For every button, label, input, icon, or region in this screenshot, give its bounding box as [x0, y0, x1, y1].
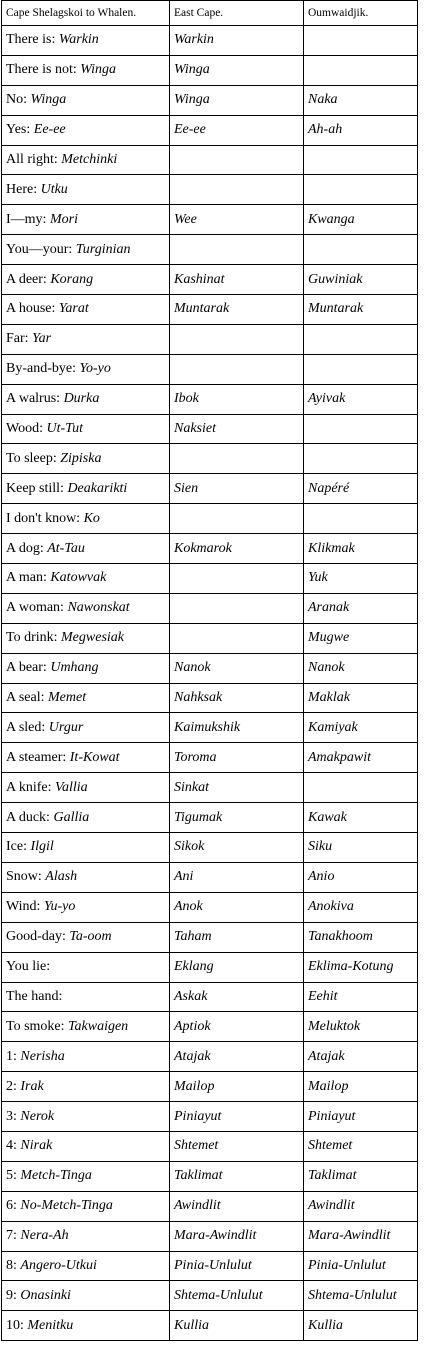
oumwaidjik-word: Muntarak [304, 295, 418, 325]
oumwaidjik-word: Piniayut [304, 1102, 418, 1132]
cape-shelagskoi-cell [2, 85, 170, 115]
east-cape-word: Piniayut [170, 1102, 304, 1132]
oumwaidjik-word: Ayivak [304, 384, 418, 414]
cape-shelagskoi-word: Mori [49, 211, 78, 227]
cape-shelagskoi-word: No-Metch-Tinga [20, 1198, 113, 1214]
english-term: 3: [6, 1108, 17, 1124]
cape-shelagskoi-cell [2, 833, 170, 863]
cape-shelagskoi-word: Korang [50, 271, 94, 287]
oumwaidjik-word: Naka [304, 85, 418, 115]
table-row [2, 474, 418, 504]
english-term: Wood: [6, 421, 43, 437]
cape-shelagskoi-cell [2, 1131, 170, 1161]
english-term: You lie: [6, 959, 51, 975]
table-row [2, 743, 418, 773]
cape-shelagskoi-cell [2, 1042, 170, 1072]
table-row [2, 1251, 418, 1281]
english-term: 4: [6, 1138, 17, 1154]
cape-shelagskoi-word: Yu-yo [43, 899, 76, 915]
oumwaidjik-word [304, 354, 418, 384]
english-term: A dog: [6, 540, 44, 556]
east-cape-word: Toroma [170, 743, 304, 773]
english-term: To drink: [6, 630, 58, 646]
oumwaidjik-word: Nanok [304, 653, 418, 683]
english-term: 7: [6, 1228, 17, 1244]
table-row [2, 564, 418, 594]
cape-shelagskoi-word: Nerisha [20, 1048, 65, 1064]
east-cape-word: Mailop [170, 1072, 304, 1102]
table-row [2, 1042, 418, 1072]
oumwaidjik-word: Shtema-Unlulut [304, 1281, 418, 1311]
east-cape-word: Sien [170, 474, 304, 504]
table-row [2, 26, 418, 56]
cape-shelagskoi-word: Ut-Tut [46, 421, 84, 437]
english-term: 9: [6, 1287, 17, 1303]
english-term: I don't know: [6, 510, 81, 526]
table-row [2, 683, 418, 713]
english-term: There is not: [6, 62, 77, 78]
cape-shelagskoi-cell [2, 205, 170, 235]
header-cape-shelagskoi: Cape Shelagskoi to Whalen. [2, 1, 170, 26]
east-cape-word: Anok [170, 892, 304, 922]
cape-shelagskoi-cell [2, 1281, 170, 1311]
east-cape-word: Atajak [170, 1042, 304, 1072]
english-term: Here: [6, 181, 38, 197]
oumwaidjik-word: Pinia-Unlulut [304, 1251, 418, 1281]
east-cape-word: Winga [170, 55, 304, 85]
cape-shelagskoi-word: Irak [20, 1078, 44, 1094]
east-cape-word: Ee-ee [170, 115, 304, 145]
english-term: 2: [6, 1078, 17, 1094]
cape-shelagskoi-word: Katowvak [50, 570, 107, 586]
cape-shelagskoi-word: Winga [30, 92, 67, 108]
english-term: The hand: [6, 988, 63, 1004]
cape-shelagskoi-cell [2, 1191, 170, 1221]
oumwaidjik-word [304, 444, 418, 474]
english-term: A duck: [6, 809, 50, 825]
east-cape-word: Kullia [170, 1311, 304, 1341]
cape-shelagskoi-word: Gallia [53, 809, 90, 825]
table-row [2, 295, 418, 325]
table-row [2, 444, 418, 474]
table-body [2, 26, 418, 1341]
cape-shelagskoi-cell [2, 444, 170, 474]
east-cape-word [170, 564, 304, 594]
cape-shelagskoi-cell [2, 414, 170, 444]
english-term: A house: [6, 301, 56, 317]
cape-shelagskoi-cell [2, 593, 170, 623]
table-row [2, 1072, 418, 1102]
oumwaidjik-word [304, 414, 418, 444]
oumwaidjik-word: Klikmak [304, 534, 418, 564]
cape-shelagskoi-word: Nera-Ah [20, 1228, 69, 1244]
cape-shelagskoi-cell [2, 982, 170, 1012]
cape-shelagskoi-word: Ko [83, 510, 100, 526]
oumwaidjik-word: Amakpawit [304, 743, 418, 773]
cape-shelagskoi-word: Takwaigen [68, 1018, 129, 1034]
oumwaidjik-word: Shtemet [304, 1131, 418, 1161]
english-term: You—your: [6, 241, 73, 257]
cape-shelagskoi-word: Megwesiak [61, 630, 124, 646]
table-row [2, 922, 418, 952]
east-cape-word: Ani [170, 862, 304, 892]
east-cape-word: Pinia-Unlulut [170, 1251, 304, 1281]
oumwaidjik-word: Siku [304, 833, 418, 863]
east-cape-word [170, 444, 304, 474]
cape-shelagskoi-cell [2, 773, 170, 803]
east-cape-word: Shtemet [170, 1131, 304, 1161]
cape-shelagskoi-word: Nirak [20, 1138, 53, 1154]
english-term: Wind: [6, 899, 41, 915]
east-cape-word: Kaimukshik [170, 713, 304, 743]
cape-shelagskoi-word: Menitku [27, 1317, 74, 1333]
oumwaidjik-word: Meluktok [304, 1012, 418, 1042]
table-row [2, 145, 418, 175]
english-term: To sleep: [6, 450, 57, 466]
english-term: 1: [6, 1048, 17, 1064]
oumwaidjik-word: Napéré [304, 474, 418, 504]
cape-shelagskoi-cell [2, 235, 170, 265]
cape-shelagskoi-cell [2, 115, 170, 145]
oumwaidjik-word: Anio [304, 862, 418, 892]
english-term: By-and-bye: [6, 361, 76, 377]
oumwaidjik-word: Kullia [304, 1311, 418, 1341]
table-row [2, 892, 418, 922]
cape-shelagskoi-word: Yarat [58, 301, 89, 317]
oumwaidjik-word: Kawak [304, 803, 418, 833]
east-cape-word: Warkin [170, 26, 304, 56]
cape-shelagskoi-word: Umhang [50, 660, 99, 676]
cape-shelagskoi-word: It-Kowat [69, 749, 120, 765]
oumwaidjik-word: Awindlit [304, 1191, 418, 1221]
east-cape-word: Sinkat [170, 773, 304, 803]
table-row [2, 1131, 418, 1161]
table-row [2, 384, 418, 414]
east-cape-word [170, 324, 304, 354]
header-east-cape: East Cape. [170, 1, 304, 26]
east-cape-word [170, 623, 304, 653]
english-term: 5: [6, 1168, 17, 1184]
east-cape-word [170, 354, 304, 384]
cape-shelagskoi-cell [2, 1102, 170, 1132]
cape-shelagskoi-word: Ilgil [30, 839, 54, 855]
vocabulary-table [1, 0, 418, 1341]
cape-shelagskoi-cell [2, 1311, 170, 1341]
oumwaidjik-word: Kamiyak [304, 713, 418, 743]
cape-shelagskoi-cell [2, 653, 170, 683]
oumwaidjik-word [304, 773, 418, 803]
table-row [2, 55, 418, 85]
english-term: I—my: [6, 211, 47, 227]
cape-shelagskoi-word: Yar [32, 331, 52, 347]
oumwaidjik-word: Aranak [304, 593, 418, 623]
cape-shelagskoi-word: Memet [48, 690, 87, 706]
table-row [2, 1012, 418, 1042]
cape-shelagskoi-word: Ee-ee [33, 122, 66, 138]
table-row [2, 1311, 418, 1341]
table-header [2, 1, 418, 26]
cape-shelagskoi-cell [2, 145, 170, 175]
east-cape-word: Askak [170, 982, 304, 1012]
cape-shelagskoi-cell [2, 26, 170, 56]
header-row [2, 1, 418, 26]
cape-shelagskoi-word: Nawonskat [67, 600, 130, 616]
cape-shelagskoi-word: Durka [63, 391, 100, 407]
cape-shelagskoi-cell [2, 1072, 170, 1102]
east-cape-word: Sikok [170, 833, 304, 863]
cape-shelagskoi-cell [2, 803, 170, 833]
east-cape-word: Tigumak [170, 803, 304, 833]
english-term: Snow: [6, 869, 42, 885]
east-cape-word [170, 175, 304, 205]
cape-shelagskoi-word: Ta-oom [69, 929, 112, 945]
cape-shelagskoi-cell [2, 1012, 170, 1042]
table-row [2, 803, 418, 833]
english-term: 6: [6, 1198, 17, 1214]
table-row [2, 85, 418, 115]
table-row [2, 205, 418, 235]
cape-shelagskoi-cell [2, 175, 170, 205]
cape-shelagskoi-cell [2, 862, 170, 892]
english-term: There is: [6, 32, 56, 48]
cape-shelagskoi-cell [2, 1251, 170, 1281]
table-row [2, 773, 418, 803]
oumwaidjik-word: Atajak [304, 1042, 418, 1072]
cape-shelagskoi-word: At-Tau [47, 540, 85, 556]
cape-shelagskoi-cell [2, 384, 170, 414]
oumwaidjik-word: Tanakhoom [304, 922, 418, 952]
english-term: Yes: [6, 122, 31, 138]
oumwaidjik-word: Maklak [304, 683, 418, 713]
table-row [2, 235, 418, 265]
east-cape-word: Ibok [170, 384, 304, 414]
cape-shelagskoi-word: Onasinki [20, 1287, 71, 1303]
cape-shelagskoi-word: Nerok [20, 1108, 55, 1124]
oumwaidjik-word: Kwanga [304, 205, 418, 235]
table-row [2, 1102, 418, 1132]
cape-shelagskoi-word: Angero-Utkui [20, 1257, 97, 1273]
cape-shelagskoi-cell [2, 713, 170, 743]
cape-shelagskoi-word: Metch-Tinga [20, 1168, 92, 1184]
table-row [2, 593, 418, 623]
cape-shelagskoi-cell [2, 55, 170, 85]
cape-shelagskoi-cell [2, 295, 170, 325]
oumwaidjik-word: Taklimat [304, 1161, 418, 1191]
cape-shelagskoi-cell [2, 683, 170, 713]
english-term: All right: [6, 152, 58, 167]
oumwaidjik-word: Anokiva [304, 892, 418, 922]
cape-shelagskoi-word: Deakarikti [67, 480, 128, 496]
cape-shelagskoi-cell [2, 265, 170, 295]
english-term: A man: [6, 570, 47, 586]
cape-shelagskoi-cell [2, 474, 170, 504]
english-term: No: [6, 92, 27, 108]
english-term: A deer: [6, 271, 47, 287]
east-cape-word [170, 593, 304, 623]
cape-shelagskoi-word: Utku [40, 181, 68, 197]
cape-shelagskoi-cell [2, 623, 170, 653]
east-cape-word [170, 504, 304, 534]
table-row [2, 1221, 418, 1251]
english-term: A sled: [6, 719, 46, 735]
cape-shelagskoi-cell [2, 534, 170, 564]
table-row [2, 713, 418, 743]
english-term: 10: [6, 1317, 24, 1333]
oumwaidjik-word [304, 504, 418, 534]
cape-shelagskoi-cell [2, 1221, 170, 1251]
oumwaidjik-word [304, 175, 418, 205]
oumwaidjik-word: Guwiniak [304, 265, 418, 295]
table-row [2, 265, 418, 295]
table-row [2, 982, 418, 1012]
table-row [2, 952, 418, 982]
east-cape-word: Shtema-Unlulut [170, 1281, 304, 1311]
east-cape-word: Muntarak [170, 295, 304, 325]
english-term: A woman: [6, 600, 64, 616]
cape-shelagskoi-cell [2, 564, 170, 594]
table-row [2, 653, 418, 683]
table-row [2, 414, 418, 444]
english-term: A knife: [6, 779, 52, 795]
east-cape-word: Aptiok [170, 1012, 304, 1042]
east-cape-word: Kashinat [170, 265, 304, 295]
cape-shelagskoi-cell [2, 324, 170, 354]
oumwaidjik-word: Mara-Awindlit [304, 1221, 418, 1251]
english-term: Far: [6, 331, 29, 347]
table-row [2, 354, 418, 384]
oumwaidjik-word: Yuk [304, 564, 418, 594]
cape-shelagskoi-cell [2, 952, 170, 982]
oumwaidjik-word [304, 55, 418, 85]
table-row [2, 862, 418, 892]
east-cape-word: Nahksak [170, 683, 304, 713]
oumwaidjik-word [304, 324, 418, 354]
oumwaidjik-word [304, 26, 418, 56]
cape-shelagskoi-word: Metchinki [61, 152, 118, 167]
cape-shelagskoi-word: Vallia [55, 779, 88, 795]
english-term: To smoke: [6, 1018, 65, 1034]
english-term: A steamer: [6, 749, 67, 765]
table-row [2, 833, 418, 863]
english-term: A bear: [6, 660, 47, 676]
table-row [2, 534, 418, 564]
table-row [2, 504, 418, 534]
east-cape-word: Taklimat [170, 1161, 304, 1191]
east-cape-word: Kokmarok [170, 534, 304, 564]
oumwaidjik-word: Eklima-Kotung [304, 952, 418, 982]
table-row [2, 324, 418, 354]
header-oumwaidjik: Oumwaidjik. [304, 1, 418, 26]
table-row [2, 1161, 418, 1191]
table-row [2, 623, 418, 653]
east-cape-word [170, 145, 304, 175]
oumwaidjik-word [304, 145, 418, 175]
east-cape-word: Winga [170, 85, 304, 115]
east-cape-word: Eklang [170, 952, 304, 982]
table-row [2, 175, 418, 205]
cape-shelagskoi-word: Winga [80, 62, 117, 78]
cape-shelagskoi-word: Yo-yo [79, 361, 111, 377]
cape-shelagskoi-cell [2, 892, 170, 922]
cape-shelagskoi-cell [2, 1161, 170, 1191]
english-term: Good-day: [6, 929, 66, 945]
east-cape-word [170, 235, 304, 265]
cape-shelagskoi-word: Alash [45, 869, 78, 885]
cape-shelagskoi-word: Warkin [58, 32, 99, 48]
oumwaidjik-word: Mugwe [304, 623, 418, 653]
cape-shelagskoi-word: Urgur [48, 719, 84, 735]
oumwaidjik-word: Eehit [304, 982, 418, 1012]
cape-shelagskoi-cell [2, 922, 170, 952]
cape-shelagskoi-cell [2, 354, 170, 384]
english-term: 8: [6, 1257, 17, 1273]
oumwaidjik-word [304, 235, 418, 265]
english-term: A seal: [6, 690, 45, 706]
cape-shelagskoi-cell [2, 504, 170, 534]
east-cape-word: Wee [170, 205, 304, 235]
table-row [2, 1191, 418, 1221]
cape-shelagskoi-word: Zipiska [60, 450, 102, 466]
east-cape-word: Naksiet [170, 414, 304, 444]
cape-shelagskoi-cell [2, 743, 170, 773]
english-term: A walrus: [6, 391, 61, 407]
cape-shelagskoi-word: Turginian [75, 241, 131, 257]
oumwaidjik-word: Ah-ah [304, 115, 418, 145]
east-cape-word: Taham [170, 922, 304, 952]
east-cape-word: Mara-Awindlit [170, 1221, 304, 1251]
oumwaidjik-word: Mailop [304, 1072, 418, 1102]
english-term: Keep still: [6, 480, 64, 496]
east-cape-word: Nanok [170, 653, 304, 683]
table-row [2, 115, 418, 145]
east-cape-word: Awindlit [170, 1191, 304, 1221]
table-row [2, 1281, 418, 1311]
english-term: Ice: [6, 839, 27, 855]
